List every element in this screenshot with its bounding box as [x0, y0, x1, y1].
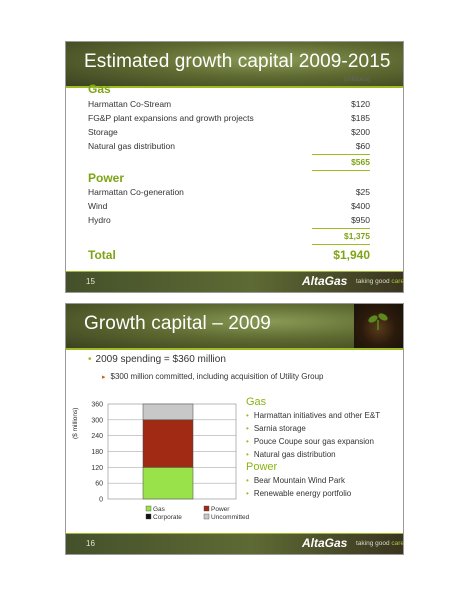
- unit-note: (millions): [344, 76, 370, 83]
- bullet-text: 2009 spending = $360 million: [95, 354, 226, 365]
- row-value: $25: [355, 187, 370, 197]
- gas-item: [246, 424, 306, 433]
- legend-swatch: [146, 506, 151, 511]
- y-tick-label: 120: [91, 464, 103, 472]
- power-item: [246, 489, 351, 498]
- bullet-icon: •: [246, 450, 249, 459]
- power-heading: Power: [246, 461, 278, 473]
- legend-swatch: [204, 506, 209, 511]
- tagline: [356, 540, 404, 547]
- y-tick-label: 60: [95, 480, 103, 488]
- row-label: Harmattan Co-Stream: [88, 99, 172, 109]
- y-tick-label: 240: [91, 433, 103, 441]
- bullet-icon: •: [246, 489, 249, 498]
- row-value: $60: [355, 141, 370, 151]
- growth-capital-chart: [66, 394, 250, 534]
- slide-footer: [66, 272, 403, 292]
- slide-header: [66, 304, 403, 348]
- row-value: $950: [351, 215, 370, 225]
- row-value: $185: [351, 113, 370, 123]
- chart-ylabel: ($ millions): [72, 407, 79, 439]
- page-number: 15: [86, 277, 95, 286]
- legend-label: Corporate: [153, 514, 182, 521]
- bullet-icon: •: [246, 437, 249, 446]
- item-text: Harmattan initiatives and other E&T: [253, 411, 381, 420]
- page-number: 16: [86, 539, 95, 548]
- legend-swatch: [146, 514, 151, 519]
- power-subtotal: $1,375: [312, 228, 370, 245]
- gas-item: [246, 411, 380, 420]
- row-label: FG&P plant expansions and growth projects: [88, 113, 254, 123]
- slide-footer: [66, 534, 403, 554]
- table-row: [88, 201, 370, 215]
- stem-icon: [377, 320, 379, 330]
- bullet-icon: •: [246, 424, 249, 433]
- bullet-text: $300 million committed, including acquisition of Utility Group: [110, 372, 324, 381]
- slide-growth-capital-2009: [65, 303, 404, 555]
- tagline-text: taking good: [356, 278, 392, 285]
- gas-item: [246, 437, 374, 446]
- table-row: [88, 127, 370, 141]
- gas-item: [246, 450, 336, 459]
- total-row: [88, 248, 370, 262]
- bullet-spending: [88, 354, 226, 365]
- slide-title: Estimated growth capital 2009-2015: [84, 51, 391, 72]
- tagline-accent: care: [391, 540, 405, 547]
- header-divider: [66, 86, 403, 88]
- slide-growth-capital-2009-2015: [65, 41, 404, 293]
- bar-power: [143, 420, 193, 468]
- table-row: [88, 99, 370, 113]
- row-value: $120: [351, 99, 370, 109]
- item-text: Sarnia storage: [253, 424, 306, 433]
- row-label: Wind: [88, 201, 108, 211]
- row-label: Harmattan Co-generation: [88, 187, 184, 197]
- bullet-icon: •: [246, 476, 249, 485]
- altagas-logo: AltaGas: [302, 536, 348, 550]
- legend-label: Gas: [153, 506, 165, 513]
- legend-label: Uncommitted: [211, 514, 250, 521]
- row-label: Hydro: [88, 215, 111, 225]
- row-value: $200: [351, 127, 370, 137]
- y-tick-label: 360: [91, 401, 103, 409]
- item-text: Bear Mountain Wind Park: [253, 476, 345, 485]
- total-value: $1,940: [333, 248, 370, 262]
- gas-heading: Gas: [246, 396, 267, 408]
- power-item: [246, 476, 345, 485]
- bar-uncommitted: [143, 404, 193, 420]
- row-label: Storage: [88, 127, 118, 137]
- bullet-icon: •: [88, 354, 92, 365]
- bullet-icon: ▸: [102, 374, 106, 381]
- slide-title: Growth capital – 2009: [84, 313, 271, 334]
- header-divider: [66, 348, 403, 350]
- y-tick-label: 0: [99, 496, 103, 504]
- y-tick-label: 180: [91, 449, 103, 456]
- gas-heading: Gas: [88, 82, 111, 96]
- item-text: Natural gas distribution: [253, 450, 336, 459]
- altagas-logo: AltaGas: [302, 274, 348, 288]
- legend-label: Power: [211, 506, 230, 513]
- row-value: $400: [351, 201, 370, 211]
- tagline-accent: care: [391, 278, 405, 285]
- item-text: Pouce Coupe sour gas expansion: [253, 437, 374, 446]
- tagline-text: taking good: [356, 540, 392, 547]
- power-heading: Power: [88, 171, 125, 185]
- bullet-icon: •: [246, 411, 249, 420]
- row-label: Natural gas distribution: [88, 141, 175, 151]
- tagline: [356, 278, 404, 285]
- y-tick-label: 300: [91, 417, 103, 425]
- table-row: [88, 215, 370, 229]
- table-row: [88, 187, 370, 201]
- gas-subtotal: $565: [312, 154, 370, 171]
- table-row: [88, 113, 370, 127]
- total-label: Total: [88, 248, 116, 262]
- item-text: Renewable energy portfolio: [253, 489, 352, 498]
- bar-gas: [143, 467, 193, 499]
- seedling-image: [354, 304, 403, 348]
- sub-bullet-committed: [102, 372, 324, 381]
- table-row: [88, 141, 370, 155]
- legend-swatch: [204, 514, 209, 519]
